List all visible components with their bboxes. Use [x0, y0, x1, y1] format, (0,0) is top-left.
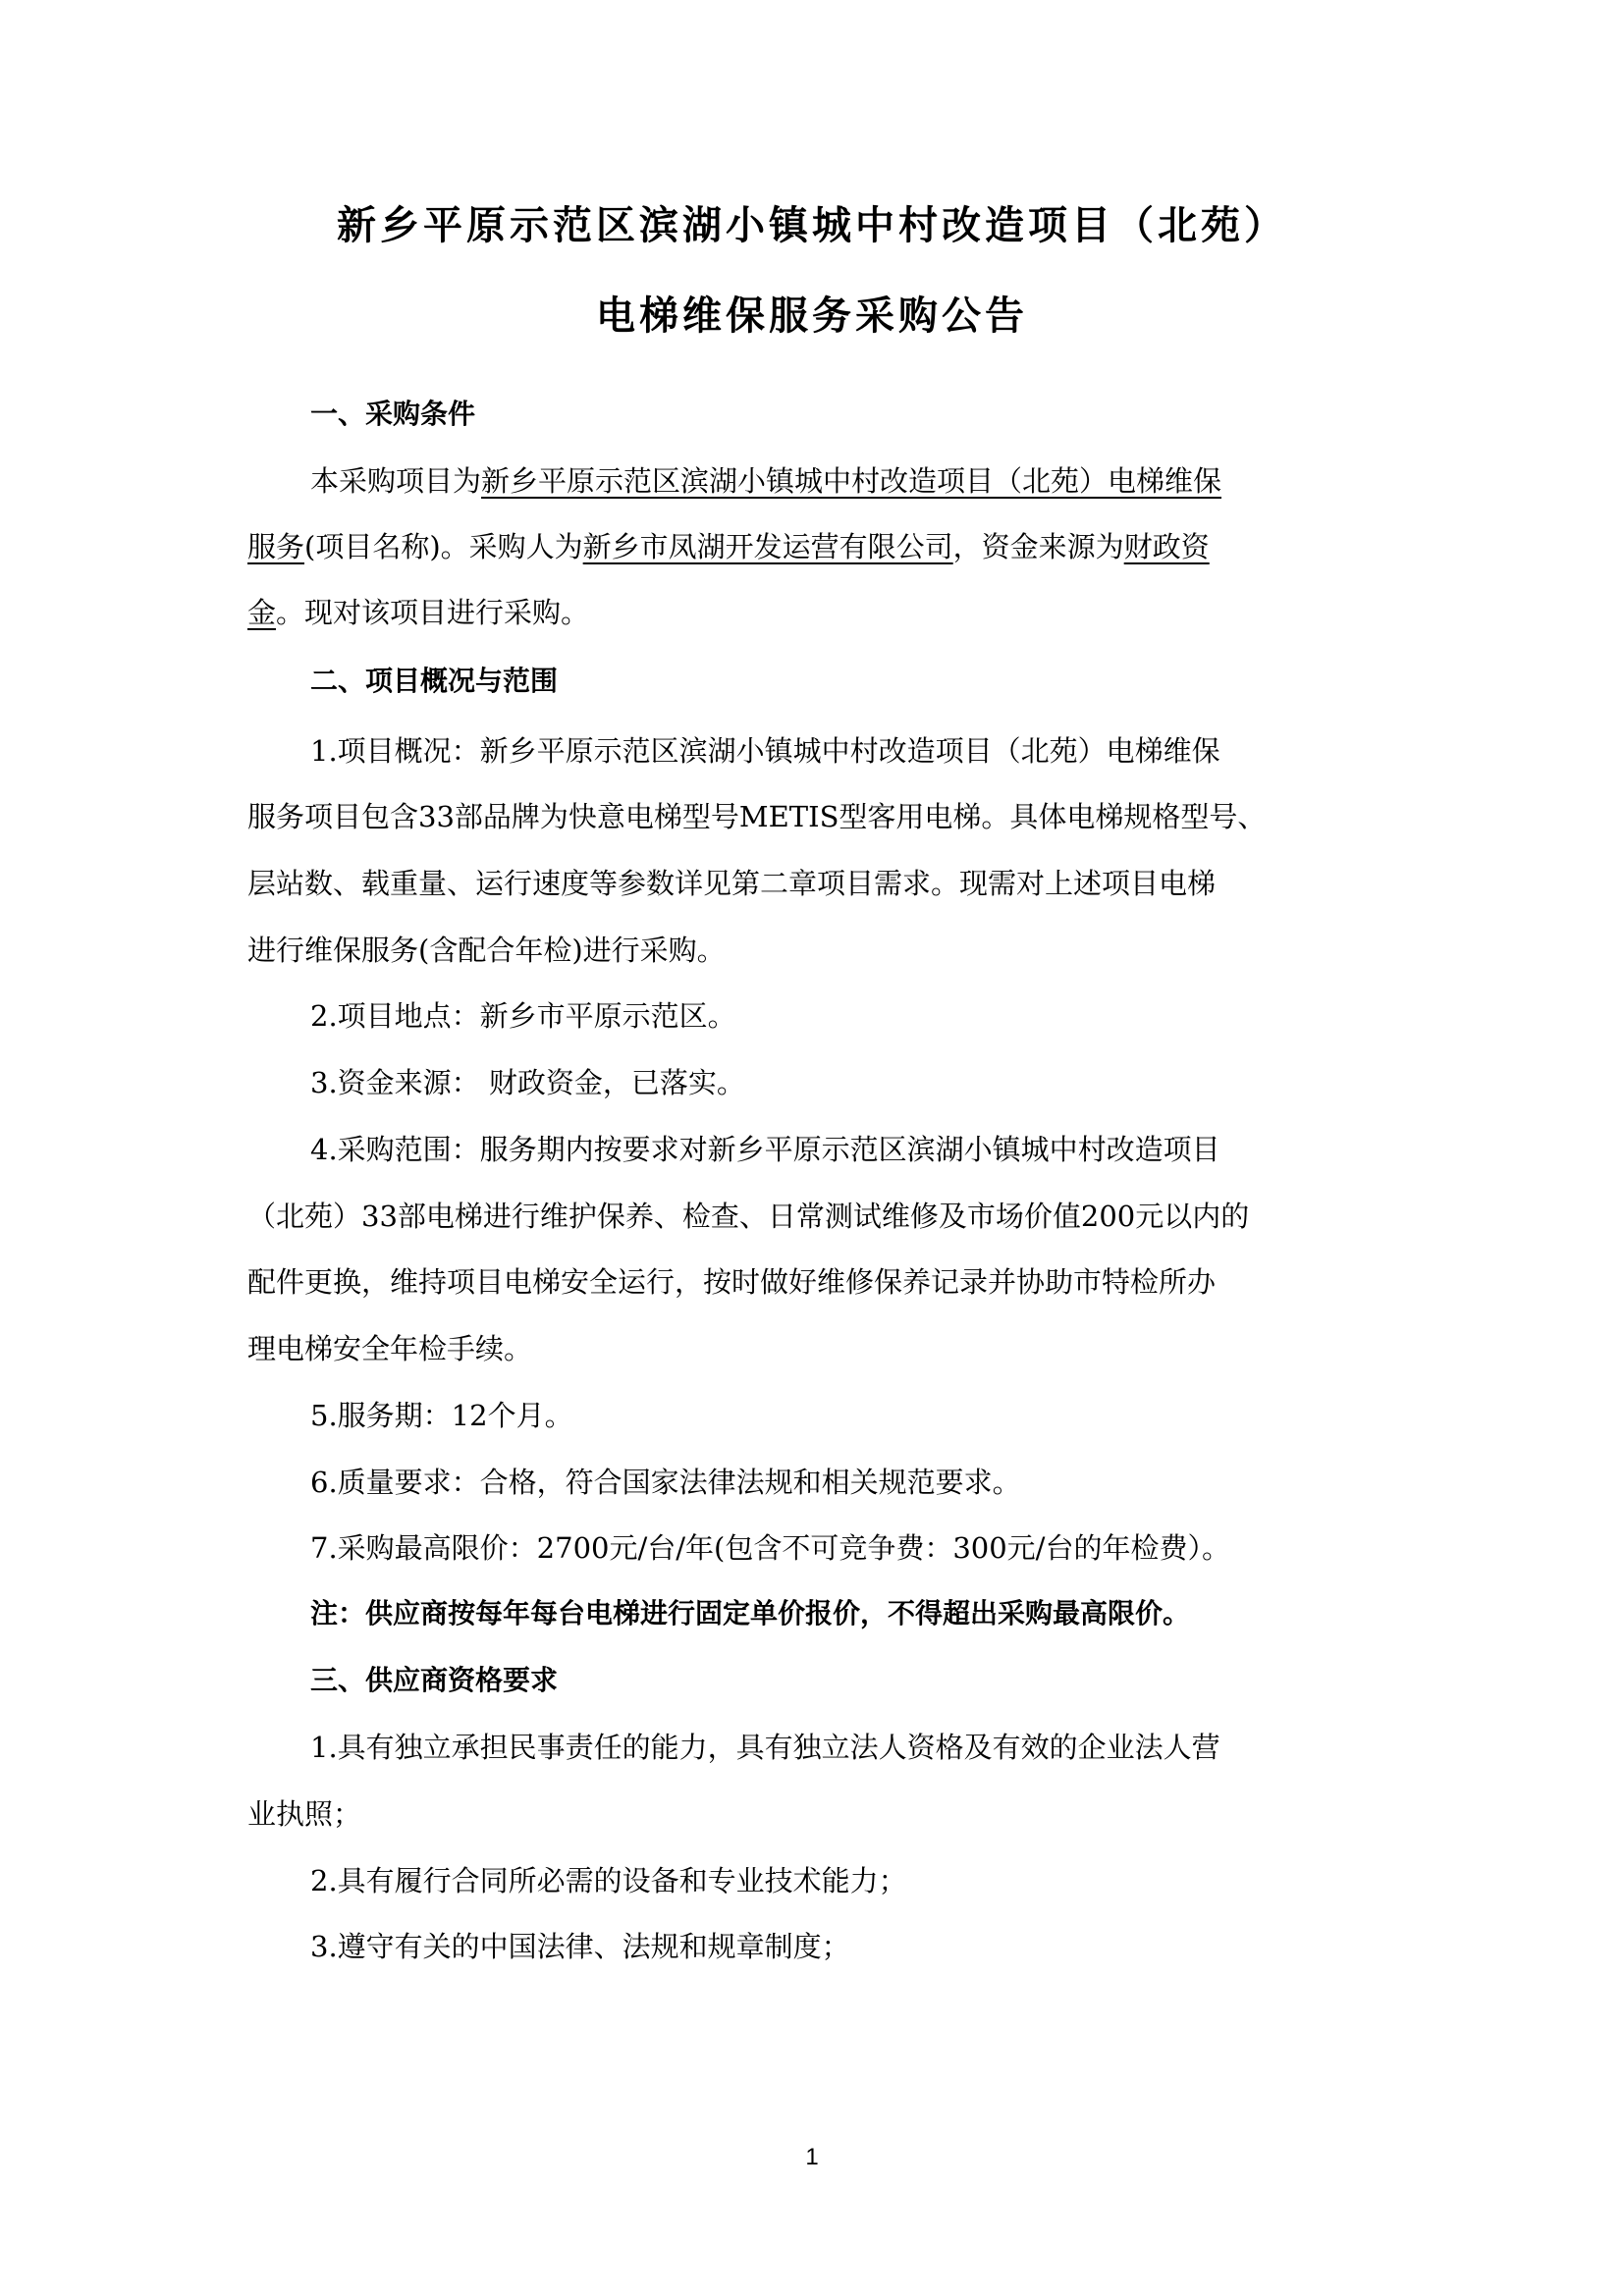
item-1-line-3: 层站数、载重量、运行速度等参数详见第二章项目需求。现需对上述项目电梯	[247, 867, 1217, 900]
project-name-underlined: 新乡平原示范区滨湖小镇城中村改造项目（北苑）电梯维保	[481, 464, 1222, 498]
item-4-line-1: 4.采购范围：服务期内按要求对新乡平原示范区滨湖小镇城中村改造项目	[310, 1133, 1220, 1166]
qualification-1-line-2: 业执照；	[247, 1797, 362, 1831]
project-name-underlined-end: 服务	[247, 530, 305, 563]
paragraph-line	[247, 593, 589, 632]
page-number: 1	[805, 2144, 819, 2170]
item-4-line-2: （北苑）33部电梯进行维护保养、检查、日常测试维修及市场价值200元以内的	[247, 1200, 1250, 1233]
document-title-line-2: 电梯维保服务采购公告	[596, 294, 1028, 339]
purchaser-name-underlined: 新乡市凤湖开发运营有限公司	[582, 530, 953, 563]
item-4-line-4: 理电梯安全年检手续。	[247, 1332, 533, 1365]
item-1-line-1: 1.项目概况：新乡平原示范区滨湖小镇城中村改造项目（北苑）电梯维保	[310, 734, 1220, 768]
item-7-max-price: 7.采购最高限价：2700元/台/年(包含不可竞争费：300元/台的年检费）。	[310, 1531, 1230, 1565]
section-heading-project-overview: 二、项目概况与范围	[310, 665, 559, 697]
text-run: (项目名称)。采购人为	[304, 530, 583, 563]
section-heading-supplier-qualifications: 三、供应商资格要求	[310, 1664, 559, 1696]
text-run: 。现对该项目进行采购。	[276, 596, 590, 629]
item-4-line-3: 配件更换，维持项目电梯安全运行，按时做好维修保养记录并协助市特检所办	[247, 1265, 1217, 1299]
paragraph-line	[247, 527, 1210, 566]
document-title-line-1: 新乡平原示范区滨湖小镇城中村改造项目（北苑）	[337, 203, 1287, 248]
item-6-quality-requirement: 6.质量要求：合格，符合国家法律法规和相关规范要求。	[310, 1466, 1021, 1499]
paragraph-line	[310, 461, 1221, 501]
text-run: ，资金来源为	[952, 530, 1124, 563]
item-1-line-4: 进行维保服务(含配合年检)进行采购。	[247, 934, 726, 967]
qualification-1-line-1: 1.具有独立承担民事责任的能力，具有独立法人资格及有效的企业法人营	[310, 1731, 1220, 1764]
text-run: 本采购项目为	[310, 464, 482, 498]
qualification-3: 3.遵守有关的中国法律、法规和规章制度；	[310, 1930, 850, 1963]
item-1-line-2: 服务项目包含33部品牌为快意电梯型号METIS型客用电梯。具体电梯规格型号、	[247, 800, 1267, 833]
item-3-funding-source: 3.资金来源： 财政资金，已落实。	[310, 1066, 745, 1099]
pricing-note: 注：供应商按每年每台电梯进行固定单价报价，不得超出采购最高限价。	[310, 1597, 1191, 1629]
item-2-project-location: 2.项目地点：新乡市平原示范区。	[310, 999, 736, 1033]
section-heading-procurement-conditions: 一、采购条件	[310, 398, 476, 430]
funding-source-underlined: 财政资	[1123, 530, 1210, 563]
item-5-service-period: 5.服务期：12个月。	[310, 1399, 573, 1432]
qualification-2: 2.具有履行合同所必需的设备和专业技术能力；	[310, 1864, 907, 1897]
funding-source-underlined-end: 金	[247, 596, 277, 629]
